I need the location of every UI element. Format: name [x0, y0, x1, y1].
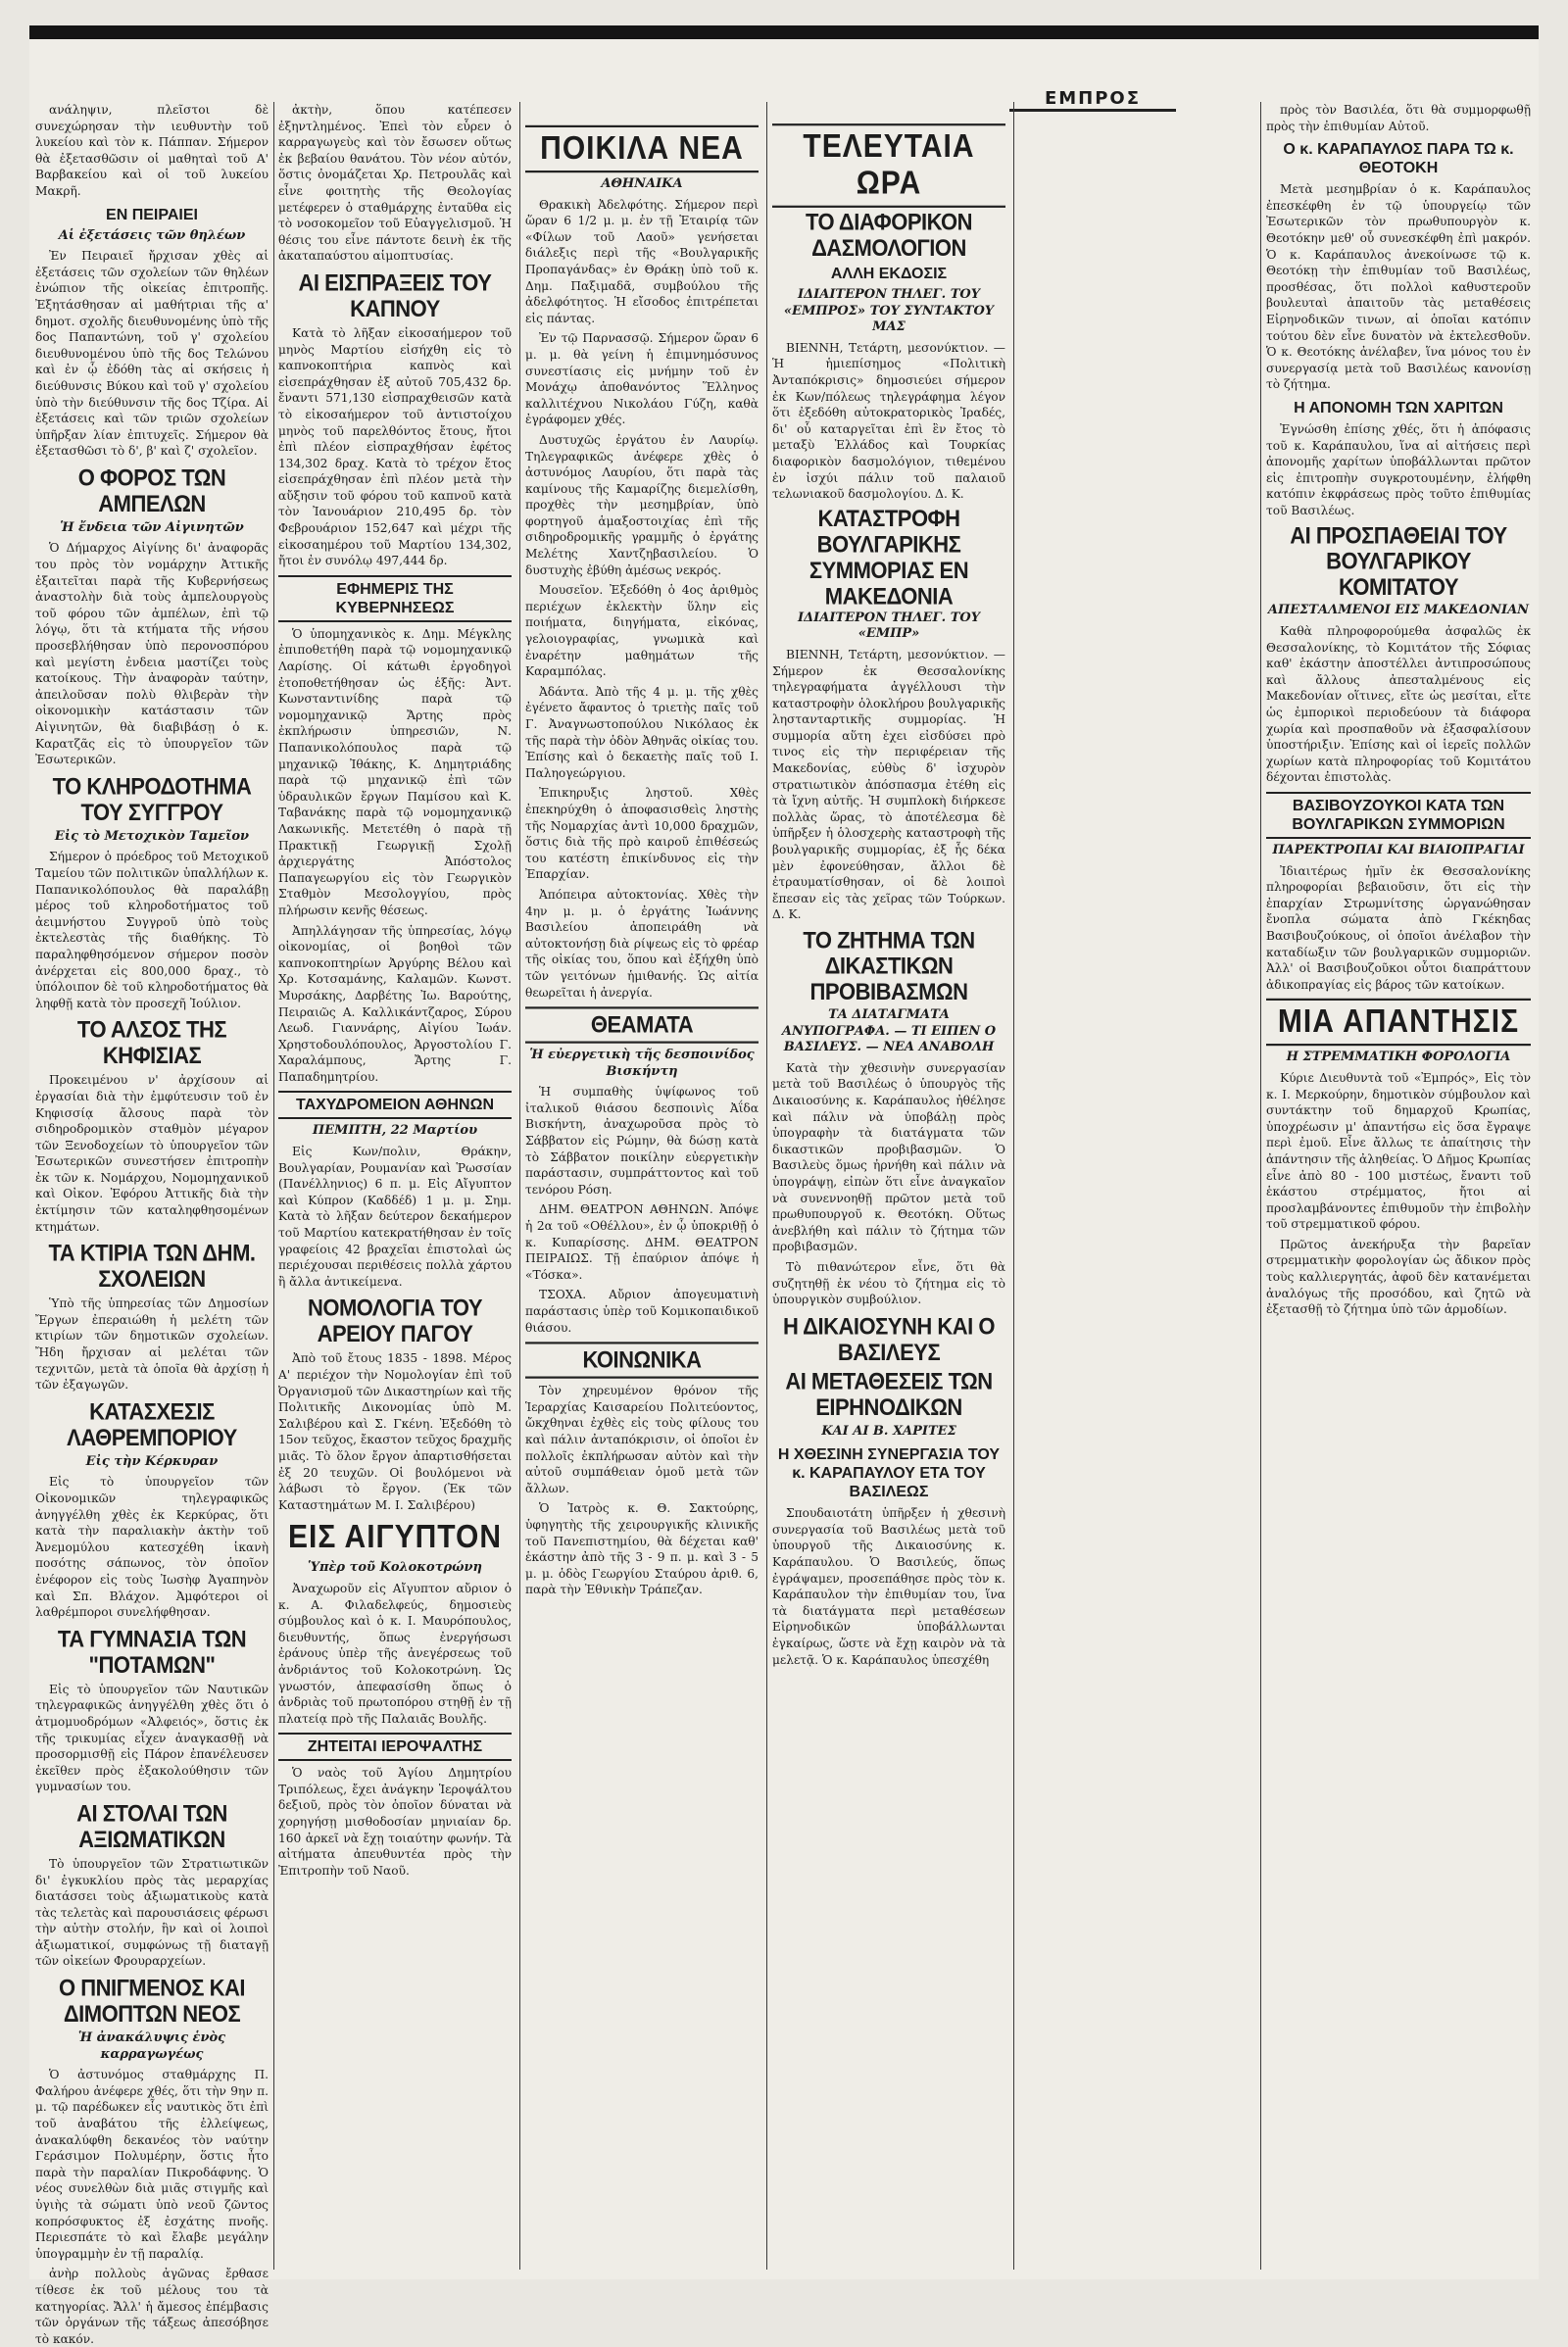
- article-text: Κατὰ τὸ λῆξαν εἰκοσαήμερον τοῦ μηνὸς Μαρτίου εἰσήχθη εἰς τὸ καπνοκοπτήρια καπνὸς καὶ εἰσεπράχθησαν ἐξ αὐτοῦ 705,432 δρ. ἔναντι 571,130 εἰσπραχθεισῶν κατὰ τὸ εἰκοσαήμερον τοῦ ἀντιστοίχου μηνὸς τοῦ παρελθόντος ἔτους, ἤτοι ἐπὶ πλέον εἰσπραχθήσαν ἐφέτος 134,302 δραχ. Κατὰ τὸ τρέχον ἔτος εἰσεπράχθησαν ἐπὶ πλέον μετὰ τὴν αὔξησιν τοῦ φόρου τοῦ καπνοῦ κατὰ τὸν Ἰανουάριον 210,495 δρ. τὸν Φεβρουάριον 152,647 καὶ μέχρι τῆς εἰκοσαημέρου τοῦ Μαρτίου 134,302, ἤτοι ἐν συνόλῳ 497,444 δρ.: [278, 325, 512, 568]
- headline: ΑΙ ΠΡΟΣΠΑΘΕΙΑΙ ΤΟΥ ΒΟΥΛΓΑΡΙΚΟΥ ΚΟΜΙΤΑΤΟΥ: [1290, 521, 1507, 602]
- subheadline: ΑΠΕΣΤΑΛΜΕΝΟΙ ΕΙΣ ΜΑΚΕΔΟΝΙΑΝ: [1267, 603, 1530, 618]
- headline: ΑΛΛΗ ΕΚΔΟΣΙΣ: [830, 266, 948, 282]
- article-text: ἀκτὴν, ὅπου κατέπεσεν ἐξηντλημένος. Ἐπεὶ τὸν εὗρεν ὁ καρραγωγεὺς καὶ τὸν ἔσωσεν οὕτως ἐκ βεβαίου θανάτου. Τὸν νέον αὐτόν, ὅστις ὀνομάζεται Χρ. Πετρουλᾶς καὶ εἶνε φοιτητὴς τῆς Θεολογίας μετέφερεν ὁ σταθμάρχης ἐνταῦθα εἰς τὸ νοσοκομεῖον τοῦ Εὐαγγελισμοῦ. Ἡ θέσις του εἶνε πάντοτε δεινὴ ἐκ τῆς ἀκαταπαύστου αἱμοπτυσίας.: [278, 103, 512, 264]
- article-text: Ἐπικηρυξις ληστοῦ. Χθὲς ἐπεκηρύχθη ὁ ἀποφασισθεὶς ληστὴς τῆς Νομαρχίας ἀντὶ 10,000 δραχμῶν, ὅστις διὰ τῆς πρὸ καιροῦ ἐπιθέσεώς του κατέστη ἐπικίνδυνος εἰς τὴν Ἐπαρχίαν.: [525, 786, 759, 882]
- headline: ΤΟ ΚΛΗΡΟΔΟΤΗΜΑ ΤΟΥ ΣΥΓΓΡΟΥ: [52, 772, 252, 826]
- column-4: [772, 120, 1005, 2270]
- headline: ΤΑΧΥΔΡΟΜΕΙΟΝ ΑΘΗΝΩΝ: [278, 1091, 512, 1119]
- headline: ΝΟΜΟΛΟΓΙΑ ΤΟΥ ΑΡΕΙΟΥ ΠΑΓΟΥ: [307, 1294, 483, 1347]
- article-text: Κύριε Διευθυντὰ τοῦ «Ἐμπρός», Εἰς τὸν κ. Ι. Μερκούρην, δημοτικὸν σύμβουλον καὶ συντάκτην τοῦ δημαρχοῦ Κρωπίας, ὑποχρέωσιν μ' ἀπαντήσω εἰς ὅσα ἔγραψε περὶ ἐμοῦ. Εἶνε ἄλλως τε ἀπαίτησις τὴν ἀπάντησιν τῆς ἀληθείας. Ὁ Δῆμος Κρωπίας εἶνε ἀπὸ 80 - 100 μιστέως, ἔναντι τοῦ ἑκάστου στρέμματος, ἤτοι αἱ προσλαμβάνοντες ἐπιθυμοῦν τὴν ἐπιβολὴν τοῦ στρεμματικοῦ φόρου.: [1266, 1070, 1531, 1232]
- article-text: Ὁ ναὸς τοῦ Ἁγίου Δημητρίου Τριπόλεως, ἔχει ἀνάγκην Ἱεροψάλτου δεξιοῦ, πρὸς τὸν ὁποῖον δύναται νὰ χορηγήσῃ μισθοδοσίαν μηνιαίαν δρ. 160 ἀρκεῖ νὰ ἔχῃ τοιαύτην φωνήν. Τὰ αἰτήματα ἀπευθυντέα πρὸς τὴν Ἐπιτροπὴν τοῦ Ναοῦ.: [278, 1766, 512, 1878]
- article-text: ΒΙΕΝΝΗ, Τετάρτη, μεσονύκτιον. — Σήμερον ἐκ Θεσσαλονίκης τηλεγραφήματα ἀγγέλλουσι τὴν καταστροφὴν ὁλοκλήρου βουλγαρικῆς ληστανταρτικῆς συμμορίας. Ἡ συμμορία αὕτη ἐχει εἰσδύσει πρὸ τινος εἰς τὴν περιφέρειαν τῆς Μακεδονίας, εὐθὺς δ' ἰσχυρὸν στρατιωτικὸν ἀπόσπασμα ἐτέθη εἰς τὰ ἴχνη αὐτῆς. Ἡ συμπλοκὴ διήρκεσε πολλὰς ὥρας, τὸ ἀποτέλεσμα δὲ ὑπῆρξεν ἡ ὁλοσχερὴς καταστροφὴ τῆς βουλγαρικῆς συμμορίας, ἐξ ἧς δέκα μὲν ἐφονεύθησαν, ἄλλοι δὲ ἐτραυματίσθησαν, οἱ δὲ λοιποὶ ἔπεσαν εἰς τὰς χεῖρας τῶν Τούρκων. Δ. Κ.: [772, 647, 1005, 922]
- article-text: ἀνὴρ πολλοὺς ἀγῶνας ἔρθασε τίθεσε ἐκ τοῦ μέλους του τὰ κατηγορίας. Ἄλλ' ἡ ἄμεσος ἐπέμβασις τῶν ὀργάνων τῆς τάξεως ἀπεσόβησε τὸ κακόν.: [35, 2267, 269, 2346]
- article-text: Σπουδαιοτάτη ὑπῆρξεν ἡ χθεσινὴ συνεργασία τοῦ Βασιλέως μετὰ τοῦ ὑπουργοῦ τῆς Δικαιοσύνης κ. Καράπαυλου. Ὁ Βασιλεύς, ὅπως ἐγράψαμεν, προσεπάθησε πρὸς τὸν κ. Καράπαυλον τὴν ἐπιθυμίαν του, ἵνα τὰ διατάγματα περὶ μεταθέσεων Εἰρηνοδικῶν ὑποβάλλωνται ἐγκαίρως, ὥστε νὰ ἔχῃ καιρὸν νὰ τὰ μελετᾷ. Ὁ κ. Καράπαυλος ὑπεσχέθη: [772, 1506, 1005, 1667]
- subheadline: ΤΑ ΔΙΑΤΑΓΜΑΤΑ ΑΝΥΠΟΓΡΑΦΑ. — ΤΙ ΕΙΠΕΝ Ο ΒΑΣΙΛΕΥΣ. — ΝΕΑ ΑΝΑΒΟΛΗ: [781, 1007, 997, 1055]
- article-text: ΤΣΟΧΑ. Αὔριον ἀπογευματινὴ παράστασις ὑπὲρ τοῦ Κομικοπαιδικοῦ θιάσου.: [525, 1288, 759, 1335]
- column-rule: [519, 102, 520, 2270]
- article-text: Τὸ πιθανώτερον εἶνε, ὅτι θὰ συζητηθῇ ἐκ νέου τὸ ζήτημα εἰς τὸ ὑπουργικὸν συμβούλιον.: [772, 1259, 1005, 1307]
- subheadline: ΑΘΗΝΑΙΚΑ: [601, 176, 683, 191]
- column-rule: [1013, 102, 1014, 2270]
- headline: ΕΦΗΜΕΡΙΣ ΤΗΣ ΚΥΒΕΡΝΗΣΕΩΣ: [278, 575, 512, 622]
- article-text: Θρακικὴ Ἀδελφότης. Σήμερον περὶ ὥραν 6 1/2 μ. μ. ἐν τῇ Ἑταιρίᾳ τῶν «Φίλων τοῦ Λαοῦ» γενήσεται διάλεξις περὶ τῆς «Βουλγαρικῆς Προπαγάνδας» ἐν Θράκῃ ὑπὸ τοῦ κ. Δημ. Παξιμαδᾶ, συμβούλου τῆς ἀδελφότητος. Ἡ εἴσοδος ἐπιτρέπεται εἰς πάντας.: [525, 197, 759, 325]
- newspaper-page: [29, 25, 1539, 2346]
- article-text: Τὸ ὑπουργεῖον τῶν Στρατιωτικῶν δι' ἐγκυκλίου πρὸς τὰς μεραρχίας διατάσσει τοὺς ἀξιωματικοὺς κατὰ τὰς τελετὰς καὶ παρουσιάσεις φέρωσι τὴν αὐτὴν στολήν, ἣν καὶ οἱ λοιποὶ ἀξιωματικοί, συμφώνως τῇ διαταγῇ τῶν οἰκείων Φρουραρχείων.: [35, 1856, 269, 1969]
- article-text: Μουσεῖον. Ἐξεδόθη ὁ 4ος ἀριθμὸς περιέχων ἐκλεκτὴν ὕλην εἰς ποιήματα, διηγήματα, εἰκόνας, γελοιογραφίας, γνωμικὰ καὶ ἐναρέτην μαθημάτων τῆς Καραμπόλας.: [525, 583, 759, 679]
- article-text: Καθὰ πληροφορούμεθα ἀσφαλῶς ἐκ Θεσσαλονίκης, τὸ Κομιτάτον τῆς Σόφιας καθ' ἑκάστην ἀποστέλλει ἀντιπροσώπους καὶ ἄλλους ἀπεσταλμένους εἰς Μακεδονίαν οἵτινες, εἴτε ὡς μεσίται, εἴτε ὡς ἐμπορικοὶ περιοδεύουν τὰ διάφορα χωρία καὶ προσπαθοῦν νὰ ἐξασφαλίσουν ὑποστήριξιν. Ἐπίσης καὶ οἱ ἱερεῖς πολλῶν χωρίων κατὰ πληροφορίας τοῦ Κομιτάτου δέχονται ἐπιστολὰς.: [1266, 624, 1531, 785]
- subheadline: Εἰς τὸ Μετοχικὸν Ταμεῖον: [54, 828, 250, 844]
- headline: ΖΗΤΕΙΤΑΙ ΙΕΡΟΨΑΛΤΗΣ: [278, 1733, 512, 1761]
- headline: ΘΕΑΜΑΤΑ: [525, 1006, 759, 1043]
- headline: Ο ΦΟΡΟΣ ΤΩΝ ΑΜΠΕΛΩΝ: [77, 464, 226, 517]
- article-text: Πρῶτος ἀνεκήρυξα τὴν βαρεῖαν στρεμματικὴν φορολογίαν ὡς ἄδικον πρὸς τοὺς καλλιεργητάς, ἀφοῦ δὲν κατανέμεται ἀναλόγως τῆς προσόδου, καὶ ζητῶ νὰ ἐξετασθῇ τὸ ζήτημα ὑπὸ τῶν ἁρμοδίων.: [1266, 1237, 1531, 1317]
- column-1: [35, 102, 269, 2346]
- article-text: Ὁ ἀστυνόμος σταθμάρχης Π. Φαλήρου ἀνέφερε χθές, ὅτι τὴν 9ην π. μ. τῷ παρέδωκεν εἷς ναυτικὸς ὅτι ἐπὶ τοῦ ἀναβάτου τῆς ἐλλείψεως, ἀνακαλύφθη δεκανέος τὸν ναύτην Γεράσιμον Πολυμέρην, ὅστις ἦτο παρὰ τὴν παραλίαν Πικροδάφνης. Ὁ νέος συνελθὼν διὰ μιᾶς στιγμῆς καὶ ὑγιὴς τὰ σώματι ὑπὸ νεοῦ ζῶντος κοπρόσφυκτος ἐξ ἐσχάτης πνοῆς. Περιεσπάτε τὸ καὶ ἔλαβε μεγάλην ὑπογραμμὴν ἐν τῇ παραλίᾳ.: [35, 2068, 269, 2261]
- column-rule: [1260, 102, 1261, 2270]
- subheadline: Ὑπὲρ τοῦ Κολοκοτρώνη: [308, 1560, 482, 1576]
- article-text: Ἐν τῷ Παρνασσῷ. Σήμερον ὥραν 6 μ. μ. θὰ γείνη ἡ ἐπιμνημόσυνος συνεστίασις εἰς μνήμην τοῦ ἐν Μονάχῳ ἀποθανόντος Ἕλληνος καλλιτέχνου Νικολάου Γύζη, καθὰ ἐγράφομεν χθές.: [525, 331, 759, 427]
- headline: ΚΟΙΝΩΝΙΚΑ: [525, 1342, 759, 1378]
- article-text: Ἐγνώσθη ἐπίσης χθές, ὅτι ἡ ἀπόφασις τοῦ κ. Καράπαυλου, ἵνα αἱ αἰτήσεις περὶ ἀπονομῆς χαρίτων ὑποβάλλωνται πρῶτον εἰς ἐπιτροπὴν συγκροτουμένην, ἐλήφθη κατόπιν ἐκφράσεως πρὸς τοῦτο ἐπιθυμίας τοῦ Βασιλέως.: [1266, 421, 1531, 517]
- subheadline: ΚΑΙ ΑΙ Β. ΧΑΡΙΤΕΣ: [821, 1423, 956, 1439]
- headline: ΤΑ ΓΥΜΝΑΣΙΑ ΤΩΝ "ΠΟΤΑΜΩΝ": [57, 1625, 247, 1679]
- article-text: Εἰς Κων/πολιν, Θράκην, Βουλγαρίαν, Ρουμανίαν καὶ Ῥωσσίαν (Πανέλληνιος) 6 π. μ. Εἰς Αἴγυπτον καὶ Κύπρον (Καδδέδ) 1 μ. μ. Σημ. Κατὰ τὸ λῆξαν δεύτερον δεκαήμερον τοῦ Μαρτίου κατεκρατήθησαν ἐν τοῖς γραφείοις 42 βραχεῖαι ἐπιστολαὶ ὡς περιέχουσαι περιθέσεις πολλὰ χάρτου ἢ ἄλλα ἀντικείμενα.: [278, 1145, 512, 1289]
- article-text: Ὁ Δήμαρχος Αἰγίνης δι' ἀναφορᾶς του πρὸς τὸν νομάρχην Ἀττικῆς ἐξαιτεῖται παρὰ τῆς Κυβερνήσεως ἀναστολὴν διὰ τοὺς ἀμπελουργοὺς τοῦ φόρου τῶν ἀμπέλων, ἐπὶ τῷ λόγῳ, ὅτι τὰ κτήματα τῆς νήσου προσεβλήθησαν ὑπὸ περονοσπόρου καὶ μεγίστη ἐνδεια μαστίζει τοὺς κατοίκους. Τὴν ἀναφορὰν ταύτην, ἀπειλοῦσαν πολὺ θλιβερὰν τὴν οἰκονομικὴν κατάστασιν τῶν Αἰγινητῶν, θὰ διαβιβάσῃ ὁ κ. Καρατζᾶς εἰς τὸ ὑπουργεῖον τῶν Ἐσωτερικῶν.: [35, 541, 269, 767]
- article-text: Ἐν Πειραιεῖ ἤρχισαν χθὲς αἱ ἐξετάσεις τῶν σχολείων τῶν θηλέων ἐνώπιον τῆς οἰκείας ἐπιτροπῆς. Ἐξητάσθησαν αἱ μαθήτριαι τῆς α' δημοτ. σχολῆς διευθυνομένης ὑπὸ τῆς δος Παπαντώνη, τοῦ γ' σχολείου διευθυνομένου ὑπὸ τῆς δος Τελώνου καὶ ἐν ᾧ ἐδόθη τὰς αἱ σκήσεις ἡ διεύθυνσις Βύκου καὶ τοῦ γ' σχολείου ὑπὸ τὴν διεύθυνσιν τῆς δος Τζίρα. Αἱ ἐξετάσεις καὶ τῶν τριῶν σχολείων ὑπῆρξαν λίαν ἐπιτυχεῖς. Σήμερον θὰ ἐξετασθῶσι τὸ δ', β' καὶ ζ' σχολεῖον.: [35, 249, 269, 459]
- headline: ΜΙΑ ΑΠΑΝΤΗΣΙΣ: [1266, 999, 1531, 1046]
- article-text: Κατὰ τὴν χθεσινὴν συνεργασίαν μετὰ τοῦ Βασιλέως ὁ ὑπουργὸς τῆς Δικαιοσύνης κ. Καράπαυλος ἠθέλησε καὶ πάλιν νὰ ὑποβάλῃ πρὸς ὑπογραφὴν τὰ διατάγματα τῶν δικαστικῶν προβιβασμῶν. Ὁ Βασιλεὺς ὅμως ἠρνήθη καὶ πάλιν νὰ ὑπογράψῃ, εἰπὼν ὅτι εἶνε ἀναγκαῖον νὰ συνεννοηθῇ πρῶτον μετὰ τοῦ πρωθυπουργοῦ κ. Θεοτόκη. Οὕτως ἀνεβλήθη καὶ πάλιν τὸ ζήτημα τῶν προβιβασμῶν.: [772, 1060, 1005, 1254]
- article-text: Δυστυχῶς ἐργάτου ἐν Λαυρίῳ. Τηλεγραφικῶς ἀνέφερε χθὲς ὁ ἀστυνόμος Λαυρίου, ὅτι παρὰ τὰς καμίνους τῆς Καμαρίζης διεμελίσθη, προχθὲς τὴν μεσημβρίαν, ὑπὸ φορτηγοῦ ἁμαξοστοιχίας ἐπὶ τῆς σιδηροδρομικῆς γραμμῆς ὁ ἐργάτης Μελέτης Χαντζηβασιλείου. Ὁ δυστυχὴς ἐβύθη ἀμέσως νεκρός.: [525, 432, 759, 577]
- article-text: Μετὰ μεσημβρίαν ὁ κ. Καράπαυλος ἐπεσκέφθη ἐν τῷ ὑπουργείῳ τῶν Ἐσωτερικῶν τὸν πρωθυπουργὸν κ. Θεοτόκην μεθ' οὗ συνεσκέφθη ἐπὶ μακρόν. Ὁ κ. Καράπαυλος ἀνεκοίνωσε τῷ κ. Θεοτόκῃ τὴν ἐπιθυμίαν τοῦ Βασιλέως, προσθέσας, ὅτι πολλοὶ καθυστεροῦν βουλευταὶ ἀπαιτοῦν τὰς μεταθέσεις Εἰρηνοδικῶν τινων, αἱ ὁποῖαι κατόπιν τούτου δὲν εἶνε δυνατὸν νὰ ἐκτελεσθοῦν. Ὁ κ. Θεοτόκης ἀνέλαβεν, ἵνα μόνος του ἐν συνεργασίᾳ μετὰ τοῦ Βασιλέως κανονίσῃ τὸ ζήτημα.: [1266, 182, 1531, 392]
- headline: ΑΙ ΕΙΣΠΡΑΞΕΙΣ ΤΟΥ ΚΑΠΝΟΥ: [298, 269, 492, 322]
- headline: ΑΙ ΜΕΤΑΘΕΣΕΙΣ ΤΩΝ ΕΙΡΗΝΟΔΙΚΩΝ: [785, 1367, 993, 1421]
- article-text: Προκειμένου ν' ἀρχίσουν αἱ ἐργασίαι διὰ τὴν ἐμφύτευσιν τοῦ ἐν Κηφισσίᾳ ἄλσους παρὰ τὸν σιδηροδρομικὸν σταθμὸν μέγαρον τῶν Ξενοδοχείων τὸ ὑπουργεῖον τῶν Ἐσωτερικῶν συνεστήσεν ἐπιτροπὴν ἐκ τῶν κ. Νομάρχου, Νομομηχανικοῦ καὶ Οἰκον. Ἐφόρου Ἀττικῆς διὰ τὴν ἐκτίμησιν τῶν καταληφθησομένων κτημάτων.: [35, 1073, 269, 1234]
- masthead-fragment: ΕΜΠΡΟΣ: [1009, 88, 1176, 112]
- subheadline: Η ΣΤΡΕΜΜΑΤΙΚΗ ΦΟΡΟΛΟΓΙΑ: [1286, 1050, 1511, 1065]
- top-border-bar: [29, 25, 1539, 39]
- headline: ΤΟ ΖΗΤΗΜΑ ΤΩΝ ΔΙΚΑΣΤΙΚΩΝ ΠΡΟΒΙΒΑΣΜΩΝ: [803, 926, 975, 1005]
- headline: ΤΟ ΑΛΣΟΣ ΤΗΣ ΚΗΦΙΣΙΑΣ: [76, 1015, 227, 1069]
- headline: ΠΟΙΚΙΛΑ ΝΕΑ: [525, 125, 759, 172]
- article-text: Ὁ ὑπομηχανικὸς κ. Δημ. Μέγκλης ἐπιποθετήθη παρὰ τῷ νομομηχανικῷ Λαρίσης. Οἱ κάτωθι ἐργοδηγοὶ ἐτοποθετήθησαν ὡς ἑξῆς: Ἀντ. Κωνσταντινίδης παρὰ τῷ νομομηχανικῷ Ἄρτης πρὸς ἐκπλήρωσιν ὑπηρεσιῶν, Ν. Παπανικολόπουλος παρὰ τῷ μηχανικῷ Ἰθάκης, Κ. Δημητριάδης παρὰ τῷ μηχανικῷ ἐπὶ τῶν ὑδραυλικῶν ἔργων Παμίσου καὶ Κ. Ταβανάκης παρὰ τῷ νομομηχανικῷ Λακωνικῆς. Μετετέθη ὁ παρὰ τῇ Πρακτικῇ Γεωργικῇ Σχολῇ ἀρχιεργάτης Ἀπόστολος Παπαγεωργίου εἰς τὸν Γεωργικὸν Σταθμὸν Μεσολογγίου, πρὸς πλήρωσιν κενῆς θέσεως.: [278, 626, 512, 917]
- article-text: Ἀπόπειρα αὐτοκτονίας. Χθὲς τὴν 4ην μ. μ. ὁ ἐργάτης Ἰωάννης Βασιλείου ἀποπειράθη νὰ αὐτοκτονήσῃ διὰ ρίψεως εἰς τὸ φρέαρ τῆς οἰκίας του, ὅπου καὶ ἐξήχθη ὑπὸ τῶν γειτόνων ἡμιθανής. Ὡς αἰτία θεωρεῖται ἡ ἀνεργία.: [525, 887, 759, 1000]
- article-text: Σήμερον ὁ πρόεδρος τοῦ Μετοχικοῦ Ταμείου τῶν πολιτικῶν ὑπαλλήλων κ. Παπανικολόπουλος θὰ παραλάβῃ μέρος τοῦ κληροδοτήματος τοῦ ἀειμνήστου Συγγροῦ ὑπὸ τοὺς ἐκτελεστὰς τῆς διαθήκης. Τὸ παραληφθησόμενον σήμερον ποσὸν ἀνέρχεται εἰς 800,000 δραχ., τὸ ὑπόλοιπον δὲ τοῦ κληροδοτήματος θὰ ληφθῇ κατὰ τὸν προσεχῆ Ἰούλιον.: [35, 850, 269, 1010]
- article-text: Εἰς τὸ ὑπουργεῖον τῶν Ναυτικῶν τηλεγραφικῶς ἀνηγγέλθη χθὲς ὅτι ὁ ἀτμομυοδρόμων «Ἀλφειός», ὅστις ἐκ τῆς τρικυμίας εἶχεν ἀναγκασθῇ νὰ προσορμισθῇ εἰς Πάρον ἐπανέλευσεν ἐκεῖθεν πρὸς ἐξακολούθησιν τῶν γυμνασίων του.: [35, 1682, 269, 1794]
- article-text: Τὸν χηρευμένον θρόνον τῆς Ἱεραρχίας Καισαρείου Πολιτεύοντος, ὤκχθηναι ἐχθὲς εἰς τοὺς φίλους του καὶ πάλιν ἀνταπόκρισιν, οἱ ὁποῖοι ἐν πολλοῖς ἐκπλήρωσαν αὐτὸν καὶ τὴν αὐτοῦ συμπάθειαν ὁμοῦ μετὰ τῶν ἄλλων.: [525, 1384, 759, 1495]
- article-text: Ἡ συμπαθὴς ὑψίφωνος τοῦ ἰταλικοῦ θιάσου δεσποινὶς Ἀΐδα Βισκήντη, ἀναχωροῦσα πρὸς τὸ Σάββατον εἰς Ρώμην, θὰ δώσῃ κατὰ τὸ Σάββατον ποικίλην εὐεργετικὴν παράστασιν, συμπράττοντος καὶ τοῦ τενόρου Ρόση.: [525, 1085, 759, 1197]
- column-5: [1266, 102, 1531, 2270]
- subheadline: Αἱ ἐξετάσεις τῶν θηλέων: [58, 227, 246, 243]
- headline: Ο ΠΝΙΓΜΕΝΟΣ ΚΑΙ ΔΙΜΟΠΤΩΝ ΝΕΟΣ: [58, 1974, 246, 2028]
- headline: ΤΕΛΕΥΤΑΙΑ ΩΡΑ: [772, 123, 1005, 208]
- headline: Η ΔΙΚΑΙΟΣΥΝΗ ΚΑΙ Ο ΒΑΣΙΛΕΥΣ: [783, 1312, 995, 1366]
- headline: ΑΙ ΣΤΟΛΑΙ ΤΩΝ ΑΞΙΩΜΑΤΙΚΩΝ: [76, 1799, 227, 1853]
- subheadline: ΠΑΡΕΚΤΡΟΠΑΙ ΚΑΙ ΒΙΑΙΟΠΡΑΓΙΑΙ: [1272, 843, 1525, 857]
- article-text: Ὑπὸ τῆς ὑπηρεσίας τῶν Δημοσίων Ἔργων ἐπεραιώθη ἡ μελέτη τῶν κτιρίων τῶν δημοτικῶν σχολείων. Ἤδη ἤρχισαν αἱ μελέται τῶν τεχνιτῶν, μετὰ τὰ ὁποῖα θὰ ἀρχίσῃ ἡ τῶν ἐξαγωγῶν.: [35, 1296, 269, 1393]
- subheadline: Ἡ ἔνδεια τῶν Αἰγινητῶν: [60, 519, 244, 535]
- subheadline: ΙΔΙΑΙΤΕΡΟΝ ΤΗΛΕΓ. ΤΟΥ «ΕΜΠΡΟΣ» ΤΟΥ ΣΥΝΤΑΚΤΟΥ ΜΑΣ: [783, 287, 995, 335]
- article-text: Ἀναχωροῦν εἰς Αἴγυπτον αὔριον ὁ κ. Α. Φιλαδελφεύς, δημοσιεὺς σύμβουλος καὶ ὁ κ. Ι. Μαυρόπουλος, διευθυντής, ὅπως ἐνεργήσωσι ἐράνους ὑπὲρ τῆς ἀνεγέρσεως τοῦ ἀνδριάντος τοῦ Κολοκοτρώνη. Ὡς γνωστόν, ἀπεφασίσθη ὅπως ὁ ἀνδριὰς τοῦ πρωτοπόρου στηθῇ ἐν τῇ πλατείᾳ πρὸ τῆς Παλαιᾶς Βουλῆς.: [278, 1581, 512, 1726]
- headline: ΕΙΣ ΑΙΓΥΠΤΟΝ: [287, 1519, 503, 1555]
- subheadline: Εἰς τὴν Κέρκυραν: [85, 1453, 219, 1469]
- subheadline: ΠΕΜΠΤΗ, 22 Μαρτίου: [312, 1123, 478, 1139]
- headline: Ο κ. ΚΑΡΑΠΑΥΛΟΣ ΠΑΡΑ ΤΩ κ. ΘΕΟΤΟΚΗ: [1283, 141, 1514, 177]
- article-text: ΒΙΕΝΝΗ, Τετάρτη, μεσονύκτιον. — Ἡ ἡμιεπίσημος «Πολιτικὴ Ἀνταπόκρισις» δημοσιεύει σήμερον ἐκ Κων/πόλεως τηλεγράφημα λέγον ὅτι ἐξεδόθη αὐτοκρατορικὸς Ἰραδές, δι' οὗ καταργεῖται ἐπὶ ἓν ἔτος τὸ μεταξὺ Ἑλλάδος καὶ Τουρκίας διαφορικὸν δασμολόγιον, τιθεμένου ἐν ἰσχύι πάλιν τοῦ παλαιοῦ τελωνιακοῦ δασμολογίου. Δ. Κ.: [772, 340, 1005, 502]
- article-text: Ἀδάντα. Ἀπὸ τῆς 4 μ. μ. τῆς χθὲς ἐγένετο ἄφαντος ὁ τριετὴς παῖς τοῦ Γ. Ἀναγνωστοπούλου Νικόλαος ἐκ τῆς παρὰ τὴν ὁδὸν Ἀθηνᾶς οἰκίας του. Ἐπίσης καὶ ὁ δεκαετὴς παῖς τοῦ Ι. Παληογεώργιου.: [525, 684, 759, 780]
- subheadline: Ἡ εὐεργετικὴ τῆς δεσποινίδος Βισκήντη: [529, 1048, 755, 1079]
- article-text: Ἰδιαιτέρως ἡμῖν ἐκ Θεσσαλονίκης πληροφορίαι βεβαιοῦσιν, ὅτι εἰς τὴν ἐπαρχίαν Στρωμνίτσης ὡργανώθησαν ἔνοπλα σώματα ἀπὸ Γκέκηδας Βασιβουζούκους, οἱ ὁποῖοι ἀνέλαβον τὴν καταδίωξιν τῶν βουλγαρικῶν συμμοριῶν. Ἀλλ' οἱ Βασιβουζοῦκοι οὗτοι διαπράττουν ἀδικοπραγίας εἰς βάρος τῶν κατοίκων.: [1266, 863, 1531, 992]
- subheadline: ΙΔΙΑΙΤΕΡΟΝ ΤΗΛΕΓ. ΤΟΥ «ΕΜΠΡ»: [797, 610, 981, 642]
- column-3: [525, 120, 759, 2270]
- article-text: Ὁ Ἰατρὸς κ. Θ. Σακτούρης, ὑφηγητὴς τῆς χειρουργικῆς κλινικῆς τοῦ Πανεπιστημίου, θὰ δέχεται καθ' ἑκάστην ἀπὸ τῆς 3 - 9 π. μ. καὶ 3 - 5 μ. μ. ὁδὸς Γεωργίου Σταύρου ἀριθ. 6, παρὰ τὴν Ἐθνικὴν Τράπεζαν.: [525, 1501, 759, 1597]
- headline: ΤΟ ΔΙΑΦΟΡΙΚΟΝ ΔΑΣΜΟΛΟΓΙΟΝ: [805, 208, 972, 262]
- subheadline: Ἡ ἀνακάλυψις ἑνὸς καρραγωγέως: [77, 2030, 226, 2062]
- column-rule: [766, 102, 767, 2270]
- headline: ΤΑ ΚΤΙΡΙΑ ΤΩΝ ΔΗΜ. ΣΧΟΛΕΙΩΝ: [48, 1239, 256, 1293]
- column-rule: [273, 102, 274, 2270]
- headline: ΕΝ ΠΕΙΡΑΙΕΙ: [106, 206, 198, 223]
- headline: ΚΑΤΑΣΧΕΣΙΣ ΛΑΘΡΕΜΠΟΡΙΟΥ: [67, 1397, 237, 1451]
- article-text: Ἀπηλλάγησαν τῆς ὑπηρεσίας, λόγῳ οἰκονομίας, οἱ βοηθοὶ τῶν καπνοκοπτηρίων Ἀργύρης Βέλου καὶ Χρ. Κοτσαμάνης, Καλαμῶν. Κωνστ. Μυρσάκης, Δαρβέτης Ἰω. Βαρούτης, Πειραιῶς Α. Καλλικάντζαρος, Σύρου Λεωδ. Γιαννάρης, Αἰγίου Ἰωάν. Χρηστοδουλόπουλος, Ἀργοστολίου Γ. Χαραλάμπους, Ἄρτης Γ. Παπαδημητρίου.: [278, 923, 512, 1084]
- headline: Η ΑΠΟΝΟΜΗ ΤΩΝ ΧΑΡΙΤΩΝ: [1294, 399, 1503, 416]
- article-text: Εἰς τὸ ὑπουργεῖον τῶν Οἰκονομικῶν τηλεγραφικῶς ἀνηγγέλθη χθὲς ἐκ Κερκύρας, ὅτι κατὰ τὴν παραλιακὴν ἀκτὴν τοῦ Ἀνεμομύλου κατεσχέθη ἱκανὴ ποσότης σάπωνος, τὸν ὁποῖον ἐνέφορον εἰς τοὺς Ἰωσὴφ Ἀγαπηνὸν καὶ Σπ. Βλάχον. Ἀμφότεροι οἱ λαθρέμποροι συνελήφθησαν.: [35, 1475, 269, 1620]
- headline: ΒΑΣΙΒΟΥΖΟΥΚΟΙ ΚΑΤΑ ΤΩΝ ΒΟΥΛΓΑΡΙΚΩΝ ΣΥΜΜΟΡΙΩΝ: [1266, 792, 1531, 839]
- article-text: πρὸς τὸν Βασιλέα, ὅτι θὰ συμμορφωθῇ πρὸς τὴν ἐπιθυμίαν Αὐτοῦ.: [1266, 103, 1531, 133]
- article-text: Ἀπὸ τοῦ ἔτους 1835 - 1898. Μέρος Α' περιέχον τὴν Νομολογίαν ἐπὶ τοῦ Ὀργανισμοῦ τῶν Δικαστηρίων καὶ τῆς Πολιτικῆς Δικονομίας ὑπὸ Μ. Σαλιβέρου καὶ Σ. Γκένη. Ἐξεδόθη τὸ 15ον τεῦχος, ἔκαστον τεῦχος δραχμῆς μιᾶς. Τὸ ὅλον ἔργον ἀπαρτισθήσεται ἐξ 20 τευχῶν. Οἱ βουλόμενοι νὰ λάβωσι τὸ ἔργον. (Ἐκ τῶν Καταστημάτων Μ. Ι. Σαλιβέρου): [278, 1351, 513, 1512]
- column-2: [278, 102, 512, 2270]
- headline: Η ΧΘΕΣΙΝΗ ΣΥΝΕΡΓΑΣΙΑ ΤΟΥ κ. ΚΑΡΑΠΑΥΛΟΥ ΕΤΑ ΤΟΥ ΒΑΣΙΛΕΩΣ: [777, 1446, 1001, 1501]
- headline: ΚΑΤΑΣΤΡΟΦΗ ΒΟΥΛΓΑΡΙΚΗΣ ΣΥΜΜΟΡΙΑΣ ΕΝ ΜΑΚΕΔΟΝΙΑ: [808, 504, 969, 610]
- article-text: ανάληψιν, πλεῖστοι δὲ συνεχώρησαν τὴν ιευθυντὴν τοῦ λυκείου καὶ τὸν κ. Πάππαν. Σήμερον θὰ ἐξετασθῶσιν οἱ μαθηταὶ τοῦ Α' Βαρβακείου καὶ οἱ τοῦ λυκείου Μακρῆ.: [35, 103, 269, 198]
- article-text: ΔΗΜ. ΘΕΑΤΡΟΝ ΑΘΗΝΩΝ. Ἀπόψε ἡ 2α τοῦ «Οθέλλου», ἐν ᾧ ὑποκριθῇ ὁ κ. Κυπαρίσσης. ΔΗΜ. ΘΕΑΤΡΟΝ ΠΕΙΡΑΙΩΣ. Τῇ ἐπαύριον ἀπόψε ἡ «Τόσκα».: [525, 1202, 759, 1282]
